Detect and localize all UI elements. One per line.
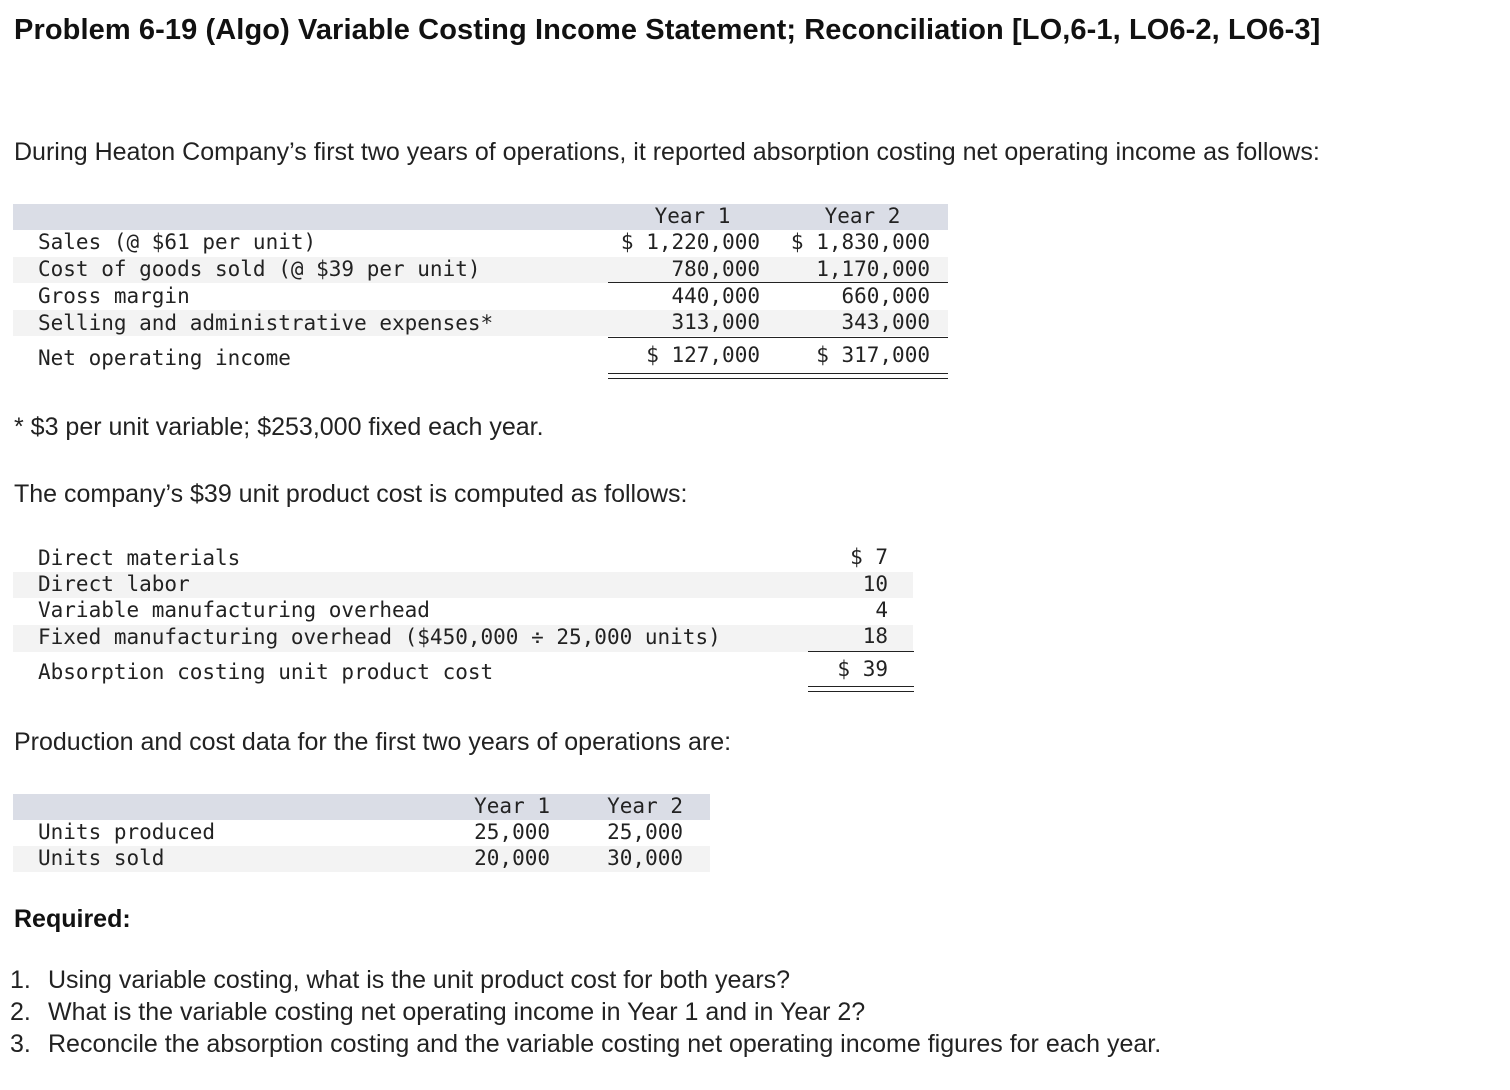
year-1-value: $ 127,000 [646,343,760,367]
cost-value: 10 [862,572,888,596]
required-heading: Required: [14,905,131,933]
column-header-year-2: Year 2 [607,794,683,818]
row-label: Direct materials [38,546,241,570]
footnote: * $3 per unit variable; $253,000 fixed each year. [14,413,544,441]
year-1-value: 25,000 [474,820,550,844]
cost-value: $ 7 [850,545,888,569]
year-2-value: 1,170,000 [816,257,930,281]
year-2-value: 30,000 [607,846,683,870]
subtotal-rule [808,651,914,652]
row-label: Gross margin [38,284,190,308]
row-label: Selling and administrative expenses* [38,311,494,335]
unit-cost-intro: The company’s $39 unit product cost is computed as follows: [14,480,688,508]
row-label: Cost of goods sold (@ $39 per unit) [38,257,481,281]
row-label: Variable manufacturing overhead [38,598,430,622]
production-intro: Production and cost data for the first two years of operations are: [14,728,732,756]
year-1-value: $ 1,220,000 [620,230,760,254]
row-label: Sales (@ $61 per unit) [38,230,317,254]
year-1-value: 313,000 [671,310,760,334]
row-label: Direct labor [38,572,190,596]
column-header-year-1: Year 1 [474,794,550,818]
year-1-value: 440,000 [671,284,760,308]
list-item [10,964,1161,996]
cost-value: $ 39 [837,657,888,681]
item-text: Using variable costing, what is the unit product cost for both years? [48,966,791,994]
item-text: Reconcile the absorption costing and the variable costing net operating income figures for each year. [48,1030,1162,1058]
cost-value: 18 [862,624,888,648]
year-1-value: 20,000 [474,846,550,870]
column-header-year-2: Year 2 [824,204,901,228]
required-list [10,964,1161,1060]
year-2-value: 343,000 [841,310,930,334]
item-number: 2. [10,998,31,1026]
row-label: Net operating income [38,346,291,370]
year-1-value: 780,000 [671,257,760,281]
total-double-rule-bottom [608,378,948,379]
row-label: Units produced [38,820,216,844]
item-text: What is the variable costing net operating income in Year 1 and in Year 2? [48,998,866,1026]
row-label: Units sold [38,846,165,870]
intro-text: During Heaton Company’s first two years of operations, it reported absorption costing net operating income as follows: [14,138,1320,166]
year-2-value: $ 1,830,000 [790,230,930,254]
list-item [10,996,1161,1028]
item-number: 3. [10,1030,31,1058]
page-title: Problem 6-19 (Algo) Variable Costing Income Statement; Reconciliation [LO,6-1, LO6-2, LO6-3] [14,14,1321,46]
subtotal-rule [608,337,948,338]
year-2-value: 25,000 [607,820,683,844]
row-label: Absorption costing unit product cost [38,660,494,684]
year-2-value: 660,000 [841,284,930,308]
total-double-rule-top [808,686,914,687]
column-header-year-1: Year 1 [654,204,731,228]
year-2-value: $ 317,000 [816,343,930,367]
list-item [10,1028,1161,1060]
total-double-rule-top [608,373,948,374]
cost-value: 4 [875,598,888,622]
item-number: 1. [10,966,31,994]
total-double-rule-bottom [808,691,914,692]
row-label: Fixed manufacturing overhead ($450,000 ÷ 25,000 units) [38,625,721,649]
